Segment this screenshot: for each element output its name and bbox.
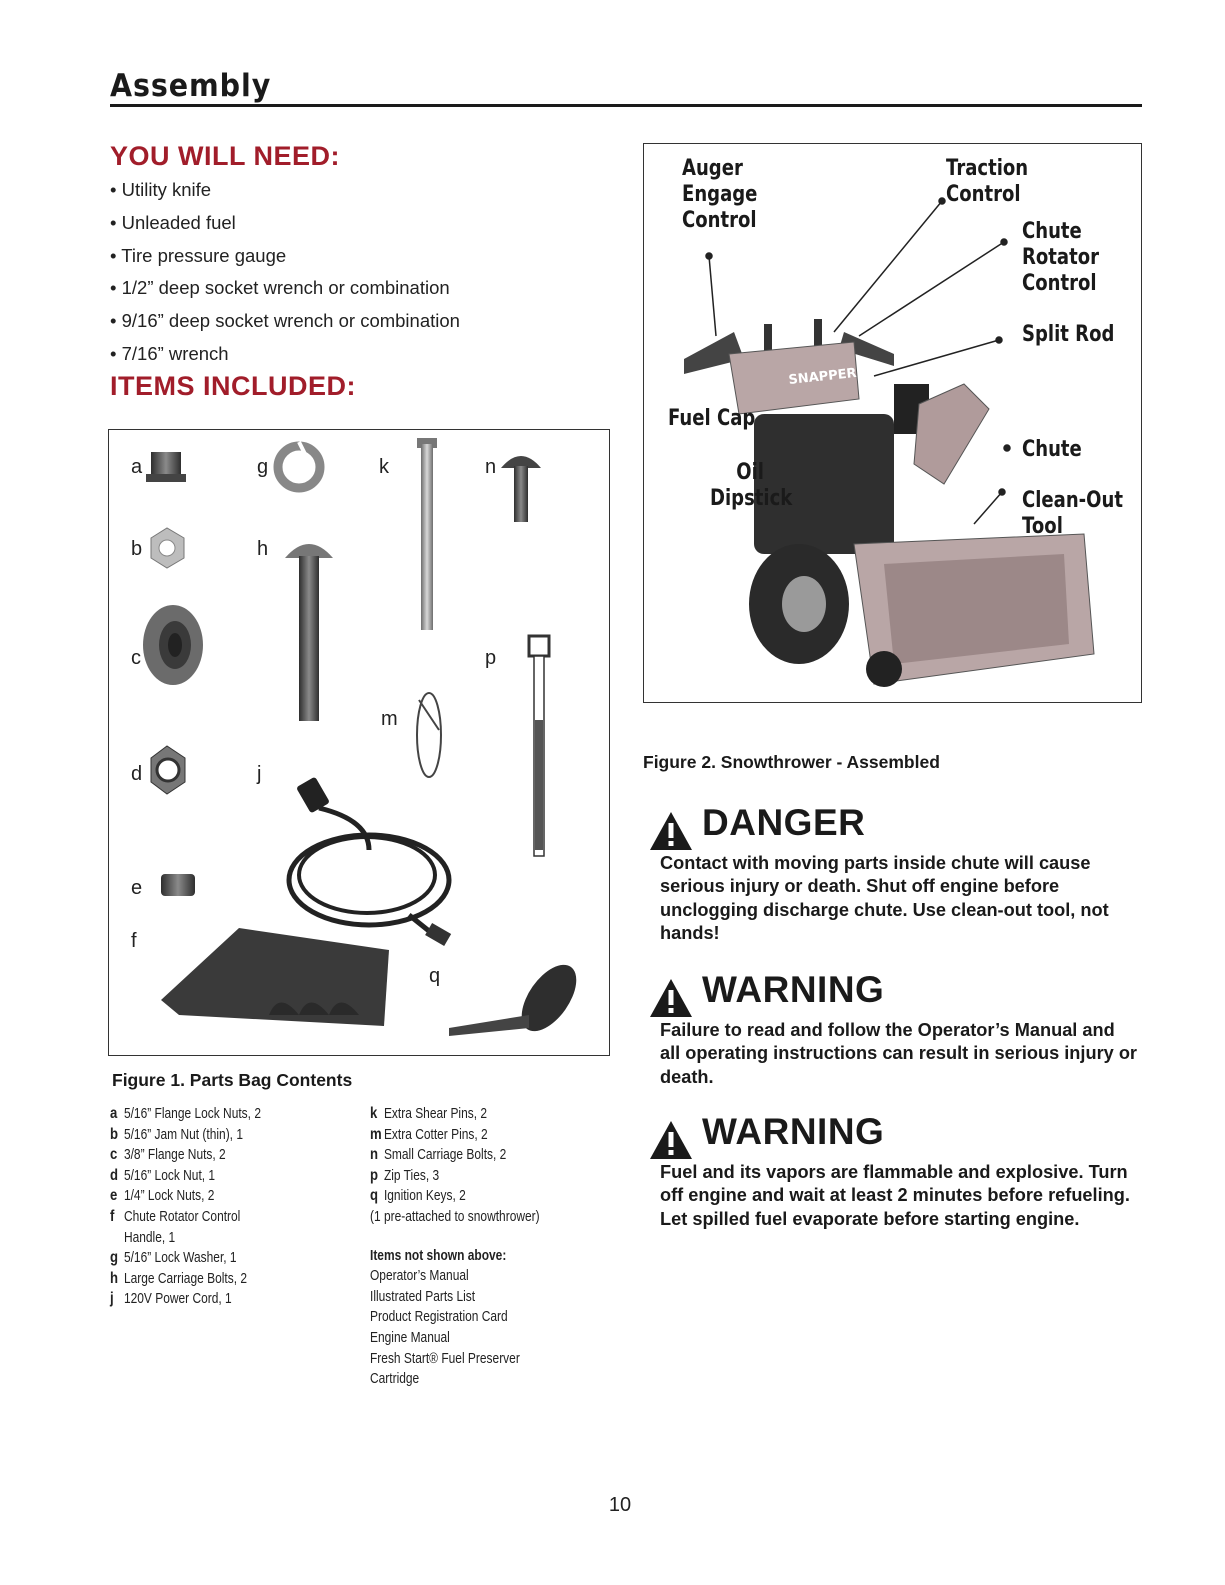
parts-illustration: [109, 430, 609, 1055]
not-shown-item: Engine Manual: [370, 1329, 450, 1346]
small-carriage-bolt-n: [501, 456, 541, 522]
legend-row: h Large Carriage Bolts, 2: [110, 1269, 248, 1287]
need-item: • Utility knife: [110, 179, 212, 200]
legend-row: q Ignition Keys, 2: [370, 1187, 466, 1205]
control-lever: [814, 319, 822, 349]
figure-1-parts-bag: [108, 429, 610, 1056]
legend-row: (1 pre-attached to snowthrower): [370, 1208, 540, 1225]
not-shown-item: Fresh Start® Fuel Preserver: [370, 1350, 520, 1367]
legend-row: n Small Carriage Bolts, 2: [370, 1146, 507, 1164]
zip-tie-p: [529, 636, 549, 856]
callout-chute-rotator-control: Chute Rotator Control: [1022, 219, 1100, 296]
alert-title: WARNING: [702, 969, 885, 1010]
callout-clean-out-tool: Clean-Out Tool: [1022, 488, 1123, 539]
part-letter-j: j: [257, 763, 262, 785]
not-shown-item: Illustrated Parts List: [370, 1288, 476, 1305]
part-letter-g: g: [257, 456, 269, 478]
legend-row: m Extra Cotter Pins, 2: [370, 1125, 488, 1143]
callout-fuel-cap: Fuel Cap: [668, 406, 756, 431]
part-letter-d: d: [131, 763, 143, 785]
callout-chute: Chute: [1022, 437, 1082, 462]
shear-pin-k: [417, 438, 437, 630]
alert-body: Fuel and its vapors are flammable and explosive. Turn off engine and wait at least 2 minutes before refueling. Let spilled fuel evaporate before starting engine.: [660, 1162, 1130, 1229]
lock-nut-d: [151, 746, 185, 794]
part-letter-n: n: [485, 456, 497, 478]
warning-triangle-icon: [648, 810, 694, 852]
page-number: 10: [608, 1494, 632, 1516]
alert-body: Failure to read and follow the Operator’s Manual and all operating instructions can result in serious injury or death.: [660, 1020, 1138, 1087]
heading-rule: [110, 104, 1142, 107]
you-will-need-list: [110, 176, 460, 373]
wheel-hub: [782, 576, 826, 632]
parts-legend-left: [110, 1104, 261, 1310]
part-letter-m: m: [381, 708, 398, 730]
legend-row: c 3/8” Flange Nuts, 2: [110, 1146, 226, 1164]
chute-rotator-handle-f: [161, 928, 389, 1026]
ignition-key-q: [449, 955, 587, 1040]
lock-washer-g: [278, 442, 320, 488]
jam-nut-b: [151, 528, 184, 568]
part-letter-b: b: [131, 538, 143, 560]
alert-title: WARNING: [702, 1111, 885, 1152]
need-item: • Unleaded fuel: [110, 211, 236, 233]
figure-2-snowthrower: [643, 143, 1142, 703]
part-letter-h: h: [257, 538, 269, 560]
figure-1-caption: Figure 1. Parts Bag Contents: [112, 1070, 353, 1090]
power-cord-j: [289, 777, 451, 947]
legend-row: a 5/16” Flange Lock Nuts, 2: [110, 1105, 261, 1122]
page-heading: Assembly: [110, 68, 272, 104]
callout-traction-control: Traction Control: [946, 156, 1029, 207]
you-will-need-title: YOU WILL NEED:: [110, 141, 341, 171]
part-letter-a: a: [131, 456, 143, 478]
part-letter-e: e: [131, 877, 143, 899]
flange-lock-nut-a: [146, 452, 186, 482]
warning-triangle-icon: [648, 977, 694, 1019]
part-letter-c: c: [131, 647, 141, 669]
part-letter-p: p: [485, 647, 497, 669]
legend-row: k Extra Shear Pins, 2: [370, 1105, 488, 1122]
callout-auger-engage-control: Auger Engage Control: [682, 156, 758, 233]
items-included-title: ITEMS INCLUDED:: [110, 371, 356, 401]
part-letter-q: q: [429, 965, 441, 987]
skid: [866, 651, 902, 687]
legend-row: f Chute Rotator Control: [110, 1207, 241, 1225]
callout-oil-dipstick: Oil Dipstick: [710, 460, 793, 511]
large-carriage-bolt-h: [285, 544, 333, 721]
flange-nut-c: [143, 605, 203, 685]
part-letter-f: f: [131, 930, 137, 952]
cotter-pin-m: [417, 693, 441, 777]
brand-logo: SNAPPER: [787, 365, 858, 388]
legend-row: d 5/16” Lock Nut, 1: [110, 1166, 216, 1184]
not-shown-item: Product Registration Card: [370, 1309, 508, 1326]
legend-row: Handle, 1: [123, 1229, 176, 1246]
need-item: • 1/2” deep socket wrench or combination: [110, 277, 450, 299]
lock-nut-e: [161, 874, 195, 896]
legend-row: p Zip Ties, 3: [370, 1166, 440, 1184]
need-item: • Tire pressure gauge: [110, 244, 287, 266]
legend-row: j 120V Power Cord, 1: [110, 1290, 232, 1308]
legend-row: g 5/16” Lock Washer, 1: [110, 1249, 237, 1267]
legend-row: b 5/16” Jam Nut (thin), 1: [110, 1125, 243, 1143]
legend-row: e 1/4” Lock Nuts, 2: [110, 1187, 215, 1205]
not-shown-item: Cartridge: [370, 1371, 420, 1388]
figure-2-caption: Figure 2. Snowthrower - Assembled: [643, 752, 940, 772]
need-item: • 7/16” wrench: [110, 342, 229, 364]
not-shown-item: Operator’s Manual: [370, 1268, 469, 1285]
part-letter-k: k: [379, 456, 389, 478]
alert-body: Contact with moving parts inside chute will cause serious injury or death. Shut off engine before unclogging discharge chute. Use clean-out tool, not hands!: [660, 853, 1109, 943]
callout-split-rod: Split Rod: [1022, 322, 1115, 347]
alert-title: DANGER: [702, 802, 866, 843]
not-shown-title: Items not shown above:: [370, 1247, 507, 1264]
need-item: • 9/16” deep socket wrench or combination: [110, 310, 460, 332]
parts-legend-right: [370, 1104, 540, 1390]
warning-triangle-icon: [648, 1119, 694, 1161]
